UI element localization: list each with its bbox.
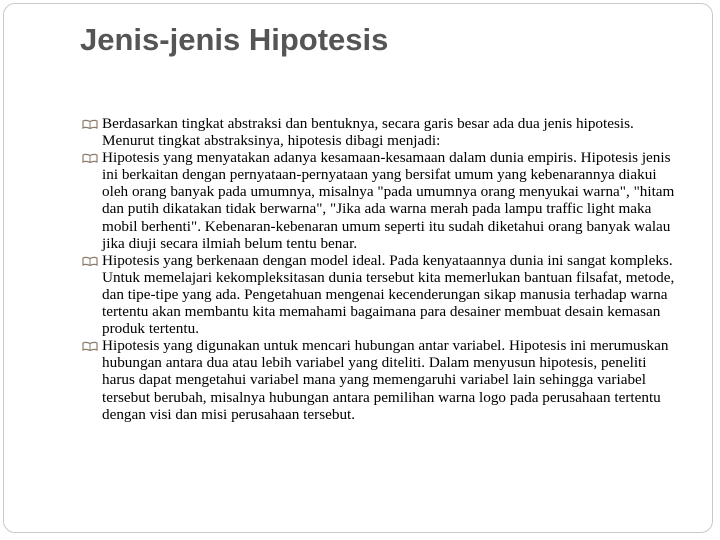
book-bullet-icon [82,256,98,266]
bullet-item [82,337,682,422]
bullet-text: Hipotesis yang menyatakan adanya kesamaan-kesamaan dalam dunia empiris. Hipotesis jenis ini berkaitan dengan pernyataan-pernyataan yang bersifat umum yang kebenarannya diakui oleh orang banyak pada umumnya, misalnya "pada umumnya orang menyukai warna", "hitam dan putih dikatakan tidak berwarna", "Jika ada warna merah pada lampu traffic light maka mobil berhenti". Kebenaran-kebenaran umum seperti itu sudah diketahui orang banyak walau jika diuji secara ilmiah belum tentu benar. [102,149,675,252]
bullet-text: Hipotesis yang berkenaan dengan model ideal. Pada kenyataannya dunia ini sangat kompleks. Untuk memelajari kekompleksitasan dunia tersebut kita memerlukan bantuan filsafat, metode, dan tipe-tipe yang ada. Pengetahuan mengenai kecenderungan sikap manusia terhadap warna tertentu akan membantu kita memahami bagaimana para desainer membuat desain kemasan produk tertentu. [102,251,675,338]
slide-title: Jenis-jenis Hipotesis [80,22,389,57]
bullet-text: Hipotesis yang digunakan untuk mencari hubungan antar variabel. Hipotesis ini merumuskan hubungan antara dua atau lebih variabel yang diteliti. Dalam menyusun hipotesis, peneliti harus dapat mengetahui variabel mana yang memengaruhi variabel lain sehingga variabel tersebut berubah, misalnya hubungan antara pemilihan warna logo pada perusahaan tertentu dengan visi dan misi perusahaan tersebut. [102,337,669,423]
book-bullet-icon [82,119,98,129]
bullet-item [82,252,682,337]
bullet-text: Berdasarkan tingkat abstraksi dan bentuknya, secara garis besar ada dua jenis hipotesis. Menurut tingkat abstraksinya, hipotesis dibagi menjadi: [102,115,634,150]
book-bullet-icon [82,341,98,351]
bullet-item [82,115,682,149]
bullet-list [82,115,682,423]
book-bullet-icon [82,153,98,163]
bullet-item [82,149,682,252]
